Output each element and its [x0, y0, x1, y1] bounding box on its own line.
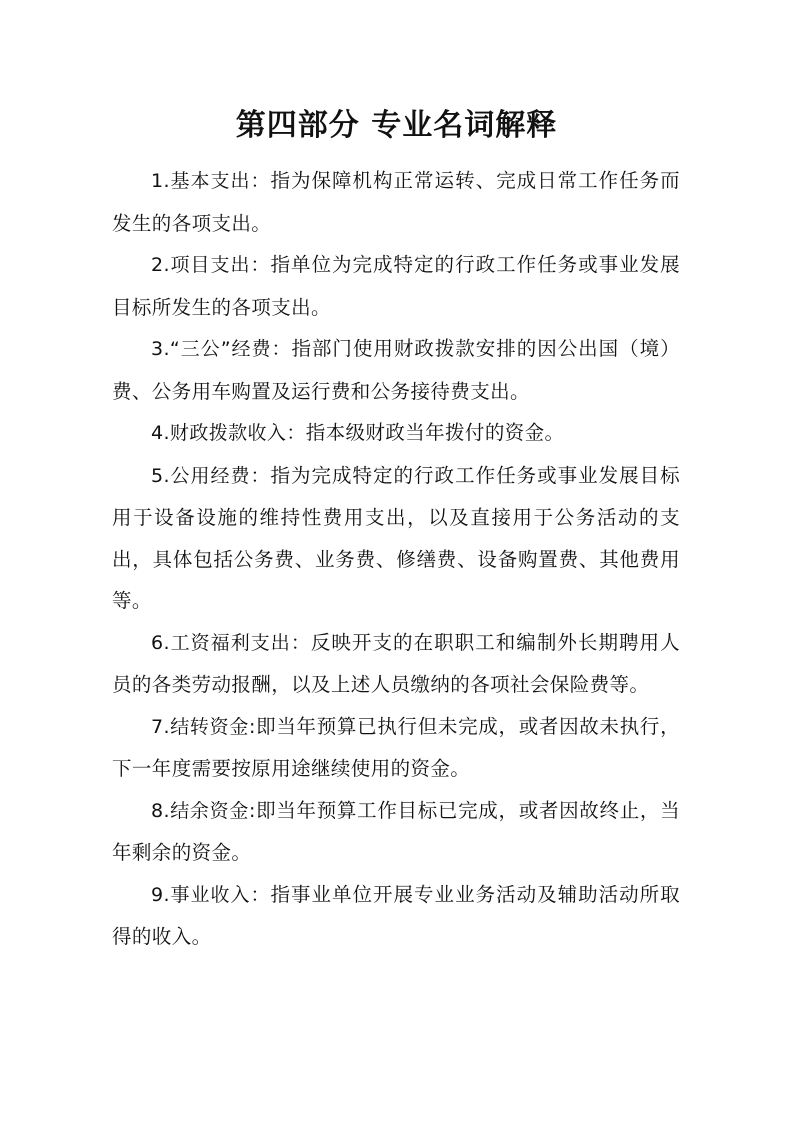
glossary-definition: 反映开支的在职职工和编制外长期聘用人员的各类劳动报酬，以及上述人员缴纳的各项社会保险费等。: [112, 630, 680, 696]
glossary-entry-fiscal-appropriation-income: [112, 412, 680, 455]
glossary-definition: 指为保障机构正常运转、完成日常工作任务而发生的各项支出。: [112, 169, 680, 235]
glossary-definition: 即当年预算已执行但未完成，或者因故未执行，下一年度需要按原用途继续使用的资金。: [112, 714, 680, 780]
glossary-entry-surplus-funds: [112, 790, 680, 874]
glossary-entry-project-expenditure: [112, 244, 680, 328]
glossary-term: 1.基本支出：: [151, 170, 271, 192]
glossary-entry-wage-welfare-expenditure: [112, 622, 680, 706]
glossary-entry-public-funds: [112, 455, 680, 622]
glossary-term: 3.“三公”经费：: [151, 338, 292, 360]
page-title: 第四部分 专业名词解释: [235, 108, 558, 143]
glossary-entry-business-income: [112, 874, 680, 958]
glossary-definition: 指单位为完成特定的行政工作任务或事业发展目标所发生的各项支出。: [112, 253, 680, 319]
glossary-definition: 指事业单位开展专业业务活动及辅助活动所取得的收入。: [112, 882, 680, 948]
glossary-definition: 指部门使用财政拨款安排的因公出国（境）费、公务用车购置及运行费和公务接待费支出。: [112, 337, 680, 403]
glossary-term: 6.工资福利支出：: [151, 631, 311, 654]
glossary-term: 2.项目支出：: [151, 254, 271, 276]
glossary-term: 8.结余资金:: [151, 799, 256, 822]
glossary-entry-carryover-funds: [112, 706, 680, 790]
glossary-definition: 即当年预算工作目标已完成，或者因故终止，当年剩余的资金。: [112, 798, 680, 864]
glossary-term: 7.结转资金:: [151, 715, 256, 738]
glossary-entry-three-public-funds: [112, 328, 680, 412]
glossary-definition: 指为完成特定的行政工作任务或事业发展目标用于设备设施的维持性费用支出，以及直接用于公务活动的支出，具体包括公务费、业务费、修缮费、设备购置费、其他费用等。: [112, 463, 680, 612]
glossary-definition: 指本级财政当年拨付的资金。: [305, 421, 565, 444]
glossary-term: 5.公用经费：: [151, 464, 271, 487]
glossary-entry-basic-expenditure: [112, 160, 680, 244]
glossary-term: 9.事业收入：: [151, 883, 271, 906]
glossary-list: [112, 160, 680, 958]
glossary-term: 4.财政拨款收入：: [151, 422, 306, 444]
